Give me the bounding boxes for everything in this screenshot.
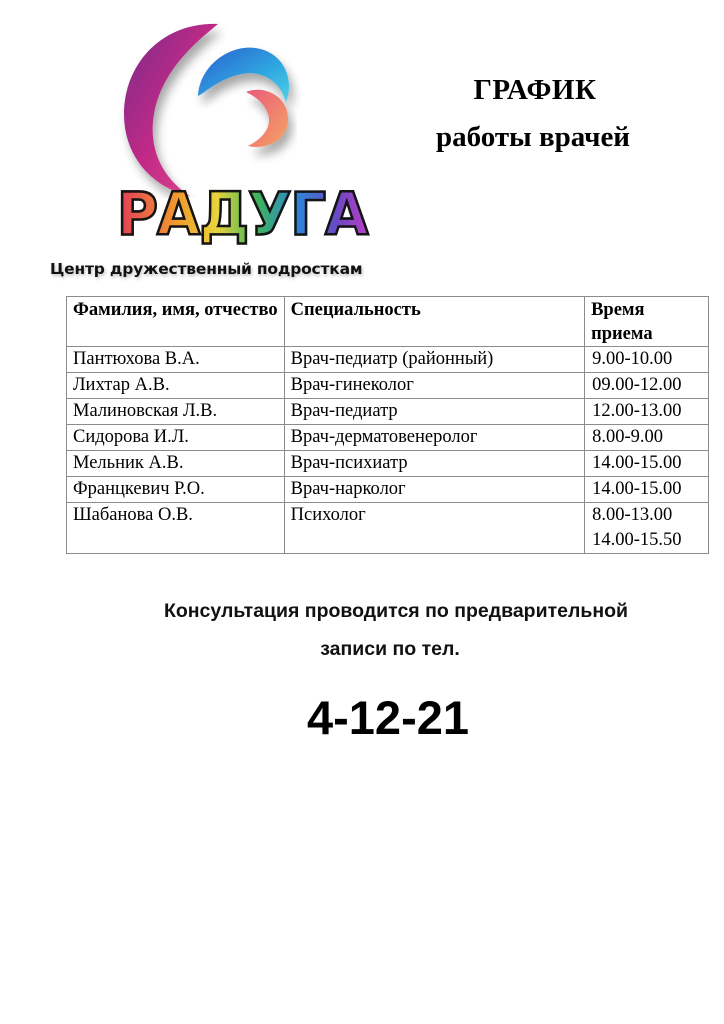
logo [50,18,380,280]
doctor-name: Францкевич Р.О. [67,477,285,503]
logo-tagline: Центр дружественный подросткам [50,260,363,278]
doctor-specialty: Психолог [284,503,584,554]
table-row [67,477,709,503]
reception-time: 14.00-15.00 [585,451,709,477]
page-title: ГРАФИК [473,74,597,106]
reception-time: 14.00-15.00 [585,477,709,503]
schedule-table [66,296,709,554]
consultation-note-continued: записи по тел. [320,638,460,660]
doctor-specialty: Врач-дерматовенеролог [284,425,584,451]
logo-name: РАДУГА [117,180,368,249]
rainbow-swirl-icon [50,18,380,198]
column-header-name: Фамилия, имя, отчество [67,297,285,347]
doctor-specialty: Врач-педиатр (районный) [284,347,584,373]
reception-time: 12.00-13.00 [585,399,709,425]
column-header-time: Время приема [585,297,709,347]
reception-time: 9.00-10.00 [585,347,709,373]
table-header-row [67,297,709,347]
doctor-name: Мельник А.В. [67,451,285,477]
table-row [67,425,709,451]
column-header-specialty: Специальность [284,297,584,347]
reception-time-line: 14.00-15.50 [592,530,682,550]
page-heading [398,72,668,155]
table-row [67,451,709,477]
table-row [67,399,709,425]
doctor-name: Пантюхова В.А. [67,347,285,373]
doctor-specialty: Врач-психиатр [284,451,584,477]
table-row [67,347,709,373]
reception-time: 8.00-9.00 [585,425,709,451]
reception-time [585,503,709,554]
reception-time: 09.00-12.00 [585,373,709,399]
table-row [67,503,709,554]
doctor-name: Сидорова И.Л. [67,425,285,451]
reception-time-line: 8.00-13.00 [592,505,673,525]
doctor-name: Малиновская Л.В. [67,399,285,425]
page-subtitle: работы врачей [435,121,631,153]
doctor-name: Шабанова О.В. [67,503,285,554]
doctor-name: Лихтар А.В. [67,373,285,399]
doctor-specialty: Врач-нарколог [284,477,584,503]
table-row [67,373,709,399]
phone-number: 4-12-21 [307,691,469,744]
doctor-specialty: Врач-педиатр [284,399,584,425]
consultation-note: Консультация проводится по предварительной [163,600,629,622]
doctor-specialty: Врач-гинеколог [284,373,584,399]
